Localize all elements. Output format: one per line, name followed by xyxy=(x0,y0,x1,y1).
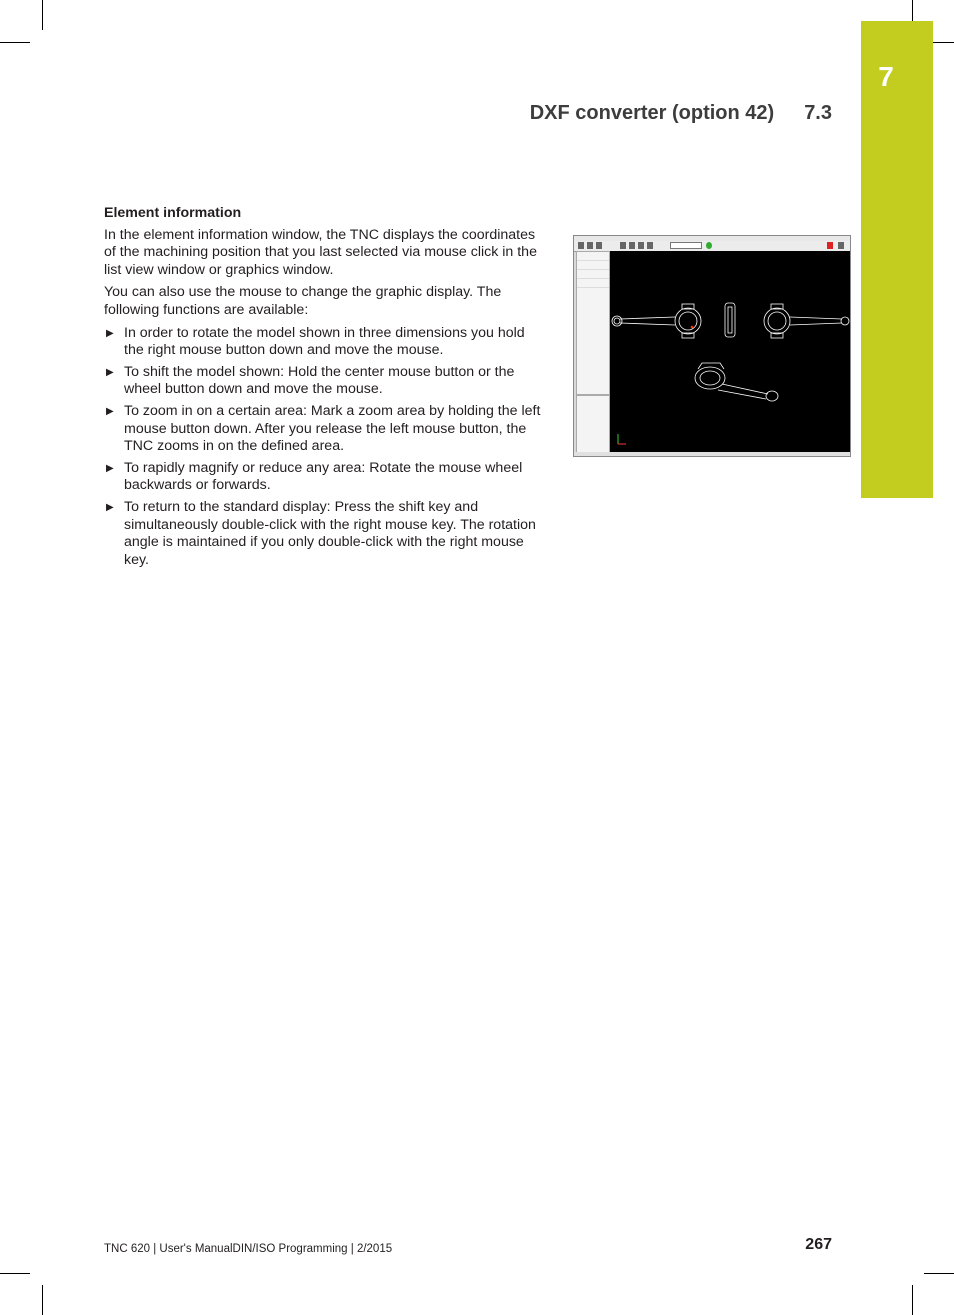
list-item xyxy=(104,403,544,456)
list-item xyxy=(577,279,609,288)
dxf-converter-screenshot xyxy=(573,235,851,457)
list-item xyxy=(577,270,609,279)
section-number: 7.3 xyxy=(804,102,832,124)
axis-indicator xyxy=(618,434,626,444)
crop-mark xyxy=(912,1285,913,1315)
crop-mark xyxy=(0,1273,30,1274)
toolbar-icon xyxy=(638,242,644,249)
triangle-right-icon: ▶ xyxy=(106,366,114,378)
list-item xyxy=(104,460,544,495)
connecting-rod-right xyxy=(764,304,849,338)
list-item xyxy=(104,499,544,569)
page-number: 267 xyxy=(805,1236,832,1253)
connecting-rod-left xyxy=(612,304,701,338)
selected-point-marker xyxy=(691,326,694,329)
dropdown xyxy=(670,242,702,249)
green-circle-icon xyxy=(706,242,712,249)
element-info-panel xyxy=(576,395,610,455)
paragraph: In the element information window, the TNC displays the coordinates of the machining position that you last selected via mouse click in the list view window or graphics window. xyxy=(104,226,537,278)
section-header xyxy=(470,102,832,125)
list-item-text: To shift the model shown: Hold the center mouse button or the wheel button down and move the mouse. xyxy=(124,363,515,398)
toolbar-icon xyxy=(578,242,584,249)
triangle-right-icon: ▶ xyxy=(106,462,114,474)
graphics-canvas xyxy=(610,251,850,452)
close-x-icon xyxy=(827,242,833,249)
footer-text: TNC 620 | User's ManualDIN/ISO Programming | 2/2015 xyxy=(104,1243,393,1255)
connecting-rod-middle xyxy=(725,303,735,337)
list-item xyxy=(577,252,609,261)
main-content xyxy=(104,205,544,573)
chapter-tab xyxy=(861,21,933,498)
toolbar-icon xyxy=(629,242,635,249)
list-item xyxy=(577,261,609,270)
list-item-text: To rapidly magnify or reduce any area: Rotate the mouse wheel backwards or forwards. xyxy=(124,459,523,494)
section-title: DXF converter (option 42) xyxy=(529,102,775,124)
crop-mark xyxy=(42,0,43,30)
toolbar-icon xyxy=(647,242,653,249)
crop-mark xyxy=(42,1285,43,1315)
toolbar-icon xyxy=(596,242,602,249)
triangle-right-icon: ▶ xyxy=(106,327,114,339)
chapter-number: 7 xyxy=(878,61,894,92)
toolbar-icon xyxy=(620,242,626,249)
crop-mark xyxy=(924,1273,954,1274)
toolbar-icon xyxy=(587,242,593,249)
paragraph: You can also use the mouse to change the graphic display. The following functions are available: xyxy=(104,284,502,318)
list-item xyxy=(104,325,544,360)
crop-mark xyxy=(0,42,30,43)
status-bar xyxy=(574,452,850,456)
list-item-text: To zoom in on a certain area: Mark a zoom area by holding the left mouse button down. After you release the left mouse button, the TNC zooms in on the defined area. xyxy=(124,402,541,455)
list-view-panel xyxy=(576,251,610,395)
list-item-text: In order to rotate the model shown in three dimensions you hold the right mouse button down and move the mouse. xyxy=(124,324,525,359)
list-item-text: To return to the standard display: Press the shift key and simultaneously double-click with the right mouse key. The rotation angle is maintained if you only double-click with the right mouse key. xyxy=(124,498,536,568)
triangle-right-icon: ▶ xyxy=(106,501,114,513)
bullet-list xyxy=(104,325,544,570)
triangle-right-icon: ▶ xyxy=(106,405,114,417)
connecting-rod-3d xyxy=(695,363,778,401)
list-item xyxy=(104,364,544,399)
toolbar-icon xyxy=(838,242,844,249)
content-heading: Element information xyxy=(104,205,242,221)
